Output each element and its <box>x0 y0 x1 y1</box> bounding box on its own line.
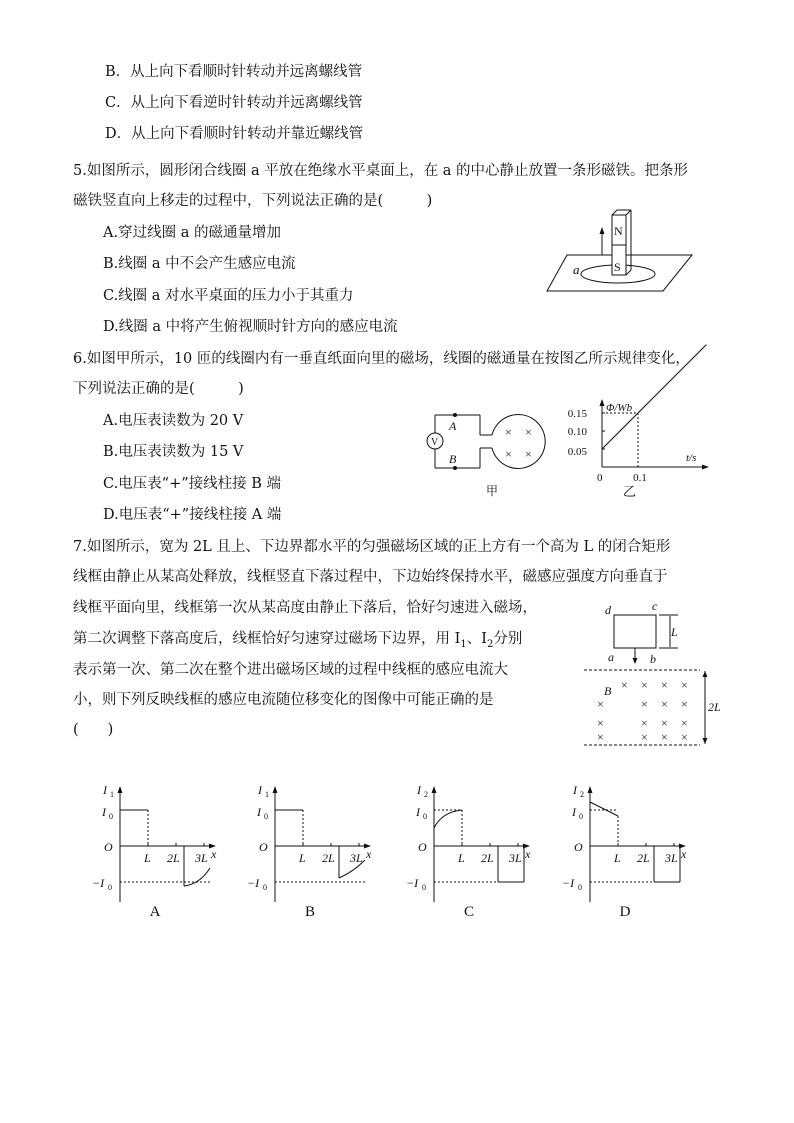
q6-flux-chart <box>567 395 715 505</box>
field-cross: × <box>681 716 688 730</box>
q7-stem-line4-text: 第二次调整下落高度后，线框恰好匀速穿过磁场下边界，用 I <box>73 631 461 647</box>
field-cross: × <box>681 678 688 692</box>
neg-i0-label: −I <box>562 876 575 890</box>
graph-a <box>92 782 230 927</box>
magnet-south: S <box>614 260 621 274</box>
q5-magnet-figure <box>540 205 700 300</box>
voltmeter-label: V <box>431 437 439 448</box>
field-cross: × <box>661 716 668 730</box>
graph-origin: O <box>574 840 583 854</box>
chart-ylabel: Φ/Wb <box>606 402 633 414</box>
graph-xlabel: x <box>525 847 531 861</box>
field-cross: × <box>641 730 648 744</box>
x-tick-label: 2L <box>481 851 494 865</box>
q6-fig-jia <box>425 400 565 505</box>
i0-sub: 0 <box>264 812 268 821</box>
q5-stem-line2: 磁铁竖直向上移走的过程中，下列说法正确的是( ) <box>73 193 433 209</box>
x-tick-label: 2L <box>167 851 180 865</box>
field-cross: × <box>641 716 648 730</box>
q7-sub-tail: 分别 <box>493 631 523 647</box>
field-cross-1: × <box>505 425 512 439</box>
neg-i0-label: −I <box>92 876 105 890</box>
q5-option-b: B.线圈 a 中不会产生感应电流 <box>103 256 296 272</box>
q4-option-d: D．从上向下看顺时针转动并靠近螺线管 <box>105 126 364 142</box>
field-cross: × <box>661 730 668 744</box>
graph-xlabel: x <box>366 847 372 861</box>
neg-i0-sub: 0 <box>578 883 582 892</box>
q7-stem-line4 <box>73 629 522 655</box>
x-tick-label: L <box>458 851 465 865</box>
q7-sub-sep: 、I <box>466 631 487 647</box>
q5-option-a: A.穿过线圈 a 的磁通量增加 <box>103 225 281 241</box>
field-cross: × <box>641 678 648 692</box>
x-tick-label: 0.1 <box>633 472 647 484</box>
current-entering <box>434 810 462 828</box>
neg-i0-label: −I <box>247 876 260 890</box>
neg-i0-sub: 0 <box>422 883 426 892</box>
graph-origin: O <box>104 840 113 854</box>
graph-d <box>562 782 700 927</box>
x-tick-label: 3L <box>509 851 522 865</box>
field-cross: × <box>661 697 668 711</box>
y-tick-label: 0.10 <box>567 426 587 438</box>
field-label: B <box>604 684 612 698</box>
field-cross: × <box>597 716 604 730</box>
frame-height: L <box>671 625 678 639</box>
q6-stem-line2: 下列说法正确的是( ) <box>73 381 244 397</box>
chart-xlabel: t/s <box>686 452 697 464</box>
corner-a: a <box>608 650 614 664</box>
x-tick-label: 3L <box>350 851 363 865</box>
chart-origin: 0 <box>597 472 603 484</box>
q6-stem-line1: 6.如图甲所示，10 匝的线圈内有一垂直纸面向里的磁场，线圈的磁通量在按图乙所示规律变化， <box>73 351 690 367</box>
graph-xlabel: x <box>681 847 687 861</box>
i0-label: I <box>572 805 576 819</box>
i-axis-arrow <box>588 786 593 793</box>
q7-stem-line6: 小，则下列反映线框的感应电流随位移变化的图像中可能正确的是 <box>73 692 494 708</box>
y-tick-label: 0.05 <box>567 446 587 458</box>
q7-sub-two: 2 <box>486 638 494 650</box>
i0-sub: 0 <box>109 812 113 821</box>
graph-ylabel: I <box>103 783 107 797</box>
neg-i0-label: −I <box>406 876 419 890</box>
graph-caption: D <box>619 904 631 920</box>
graph-ylabel-sub: 2 <box>580 790 584 799</box>
graph-caption: A <box>149 904 161 920</box>
q7-stem-line3: 线框平面向里，线框第一次从某高度由静止下落后，恰好匀速进入磁场， <box>73 600 537 616</box>
graph-origin: O <box>259 840 268 854</box>
i0-label: I <box>102 805 106 819</box>
corner-d: d <box>605 603 611 617</box>
current-entering <box>590 802 618 816</box>
x-tick-label: 3L <box>665 851 678 865</box>
coil-loop <box>492 415 545 469</box>
i0-label: I <box>257 805 261 819</box>
field-cross: × <box>597 697 604 711</box>
neg-i0-sub: 0 <box>263 883 267 892</box>
i0-sub: 0 <box>579 812 583 821</box>
graph-b <box>247 782 385 927</box>
graph-caption: C <box>463 904 475 920</box>
corner-c: c <box>652 599 658 613</box>
i-axis-arrow <box>273 786 278 793</box>
field-cross: × <box>597 730 604 744</box>
q7-stem-line2: 线框由静止从某高处释放，线框竖直下落过程中，下边始终保持水平，磁感应强度方向垂直于 <box>73 569 668 585</box>
q7-frame-figure <box>580 598 740 753</box>
x-tick-label: L <box>144 851 151 865</box>
x-tick-label: L <box>614 851 621 865</box>
magnet-north: N <box>614 224 623 238</box>
q5-option-c: C.线圈 a 对水平桌面的压力小于其重力 <box>103 288 354 304</box>
frame-abcd <box>614 615 656 648</box>
i0-label: I <box>416 805 420 819</box>
graph-ylabel: I <box>573 783 577 797</box>
field-cross-3: × <box>505 447 512 461</box>
corner-b: b <box>650 652 656 666</box>
i-axis-arrow <box>118 786 123 793</box>
x-tick-label: L <box>299 851 306 865</box>
i-axis-arrow <box>432 786 437 793</box>
neg-i0-sub: 0 <box>108 883 112 892</box>
chart-title: 乙 <box>623 484 637 499</box>
q6-option-c: C.电压表“+”接线柱接 B 端 <box>103 476 282 492</box>
x-tick-label: 2L <box>637 851 650 865</box>
q7-stem-line1: 7.如图所示，宽为 2L 且上、下边界都水平的匀强磁场区域的正上方有一个高为 L 的闭合矩形 <box>73 539 671 555</box>
graph-ylabel-sub: 1 <box>110 790 114 799</box>
graph-ylabel: I <box>417 783 421 797</box>
graph-xlabel: x <box>211 847 217 861</box>
q6-option-d: D.电压表“+”接线柱接 A 端 <box>103 507 282 523</box>
q6-option-a: A.电压表读数为 20 V <box>103 413 244 429</box>
q5-stem-line1: 5.如图所示，圆形闭合线圈 a 平放在绝缘水平桌面上，在 a 的中心静止放置一条形磁铁。把条形 <box>73 163 689 179</box>
q4-option-b: B．从上向下看顺时针转动并远离螺线管 <box>105 64 363 80</box>
graph-ylabel-sub: 1 <box>265 790 269 799</box>
field-cross: × <box>621 678 628 692</box>
graph-ylabel-sub: 2 <box>424 790 428 799</box>
x-tick-label: 3L <box>195 851 208 865</box>
terminal-a: A <box>449 419 457 433</box>
field-cross-4: × <box>525 447 532 461</box>
graph-ylabel: I <box>258 783 262 797</box>
field-width: 2L <box>708 700 721 714</box>
q5-option-d: D.线圈 a 中将产生俯视顺时针方向的感应电流 <box>103 319 398 335</box>
graph-caption: B <box>304 904 316 920</box>
coil-label: a <box>573 262 580 277</box>
field-cross: × <box>681 697 688 711</box>
field-cross: × <box>661 678 668 692</box>
terminal-b: B <box>449 452 457 466</box>
q6-option-b: B.电压表读数为 15 V <box>103 444 244 460</box>
graph-origin: O <box>418 840 427 854</box>
current-leaving <box>184 868 210 886</box>
q7-stem-line5: 表示第一次、第二次在整个进出磁场区域的过程中线框的感应电流大 <box>73 662 508 678</box>
x-tick-label: 2L <box>322 851 335 865</box>
graph-c <box>406 782 544 927</box>
q7-stem-line7: ( ) <box>73 722 114 738</box>
fig-jia-caption: 甲 <box>486 484 499 498</box>
i0-sub: 0 <box>423 812 427 821</box>
field-cross: × <box>681 730 688 744</box>
field-cross: × <box>641 697 648 711</box>
q7-sub-one: 1 <box>460 638 467 650</box>
y-tick-label: 0.15 <box>567 408 587 420</box>
q4-option-c: C．从上向下看逆时针转动并远离螺线管 <box>105 95 363 111</box>
field-cross-2: × <box>525 425 532 439</box>
